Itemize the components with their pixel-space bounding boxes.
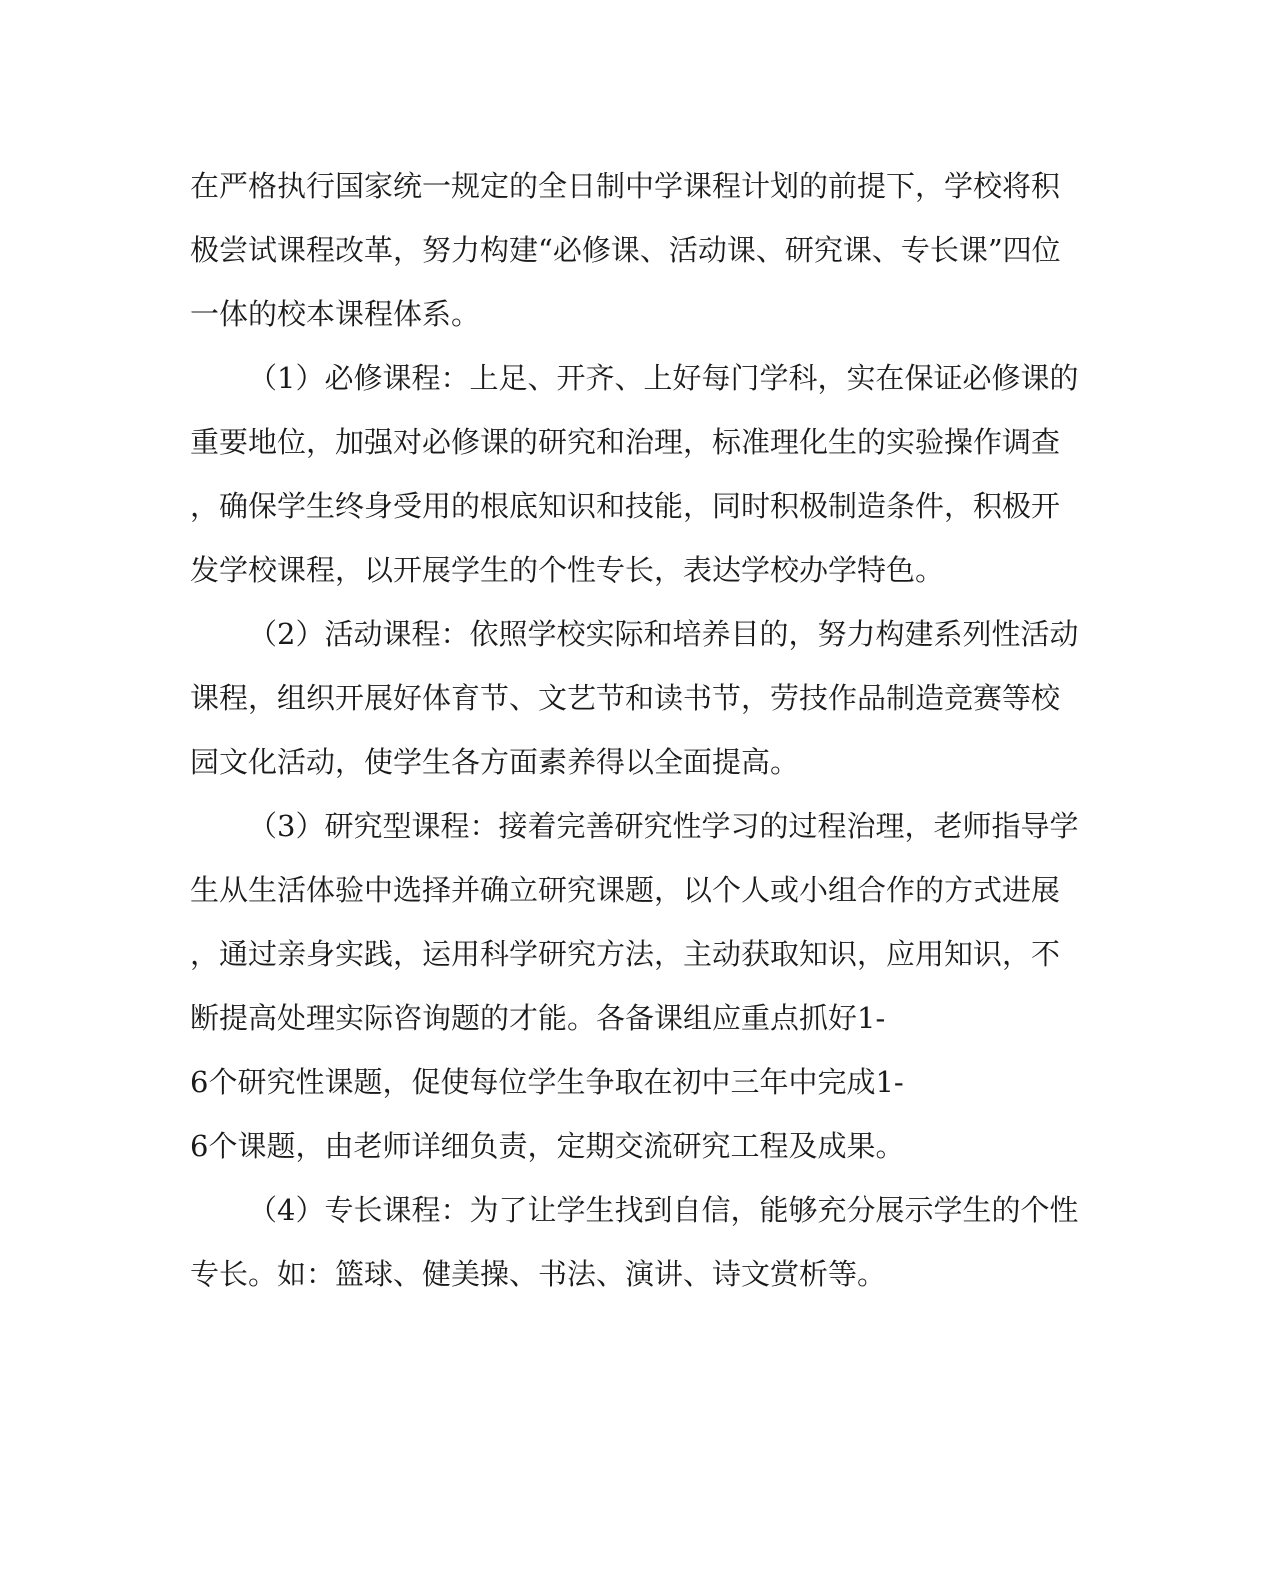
- text-line: 断提高处理实际咨询题的才能。各备课组应重点抓好1-: [190, 1001, 886, 1035]
- text-line: 生从生活体验中选择并确立研究课题，以个人或小组合作的方式进展: [190, 873, 1061, 907]
- text-line: 一体的校本课程体系。: [190, 297, 481, 331]
- text-line: 极尝试课程改革，努力构建“必修课、活动课、研究课、专长课”四位: [190, 233, 1061, 267]
- text-line: （3）研究型课程：接着完善研究性学习的过程治理，老师指导学: [248, 809, 1079, 843]
- text-line: ，确保学生终身受用的根底知识和技能，同时积极制造条件，积极开: [190, 489, 1061, 523]
- text-line: 在严格执行国家统一规定的全日制中学课程计划的前提下，学校将积: [190, 169, 1061, 203]
- text-line: （4）专长课程：为了让学生找到自信，能够充分展示学生的个性: [248, 1193, 1079, 1227]
- text-line: 6个研究性课题，促使每位学生争取在初中三年中完成1-: [190, 1065, 904, 1099]
- text-line: 重要地位，加强对必修课的研究和治理，标准理化生的实验操作调查: [190, 425, 1061, 459]
- text-line: （2）活动课程：依照学校实际和培养目的，努力构建系列性活动: [248, 617, 1079, 651]
- text-line: 专长。如：篮球、健美操、书法、演讲、诗文赏析等。: [190, 1257, 887, 1291]
- text-line: （1）必修课程：上足、开齐、上好每门学科，实在保证必修课的: [248, 361, 1079, 395]
- text-line: 6个课题，由老师详细负责，定期交流研究工程及成果。: [190, 1129, 905, 1163]
- text-line: 发学校课程，以开展学生的个性专长，表达学校办学特色。: [190, 553, 945, 587]
- text-line: ，通过亲身实践，运用科学研究方法，主动获取知识，应用知识，不: [190, 937, 1061, 971]
- text-line: 园文化活动，使学生各方面素养得以全面提高。: [190, 745, 800, 779]
- text-line: 课程，组织开展好体育节、文艺节和读书节，劳技作品制造竞赛等校: [190, 681, 1061, 715]
